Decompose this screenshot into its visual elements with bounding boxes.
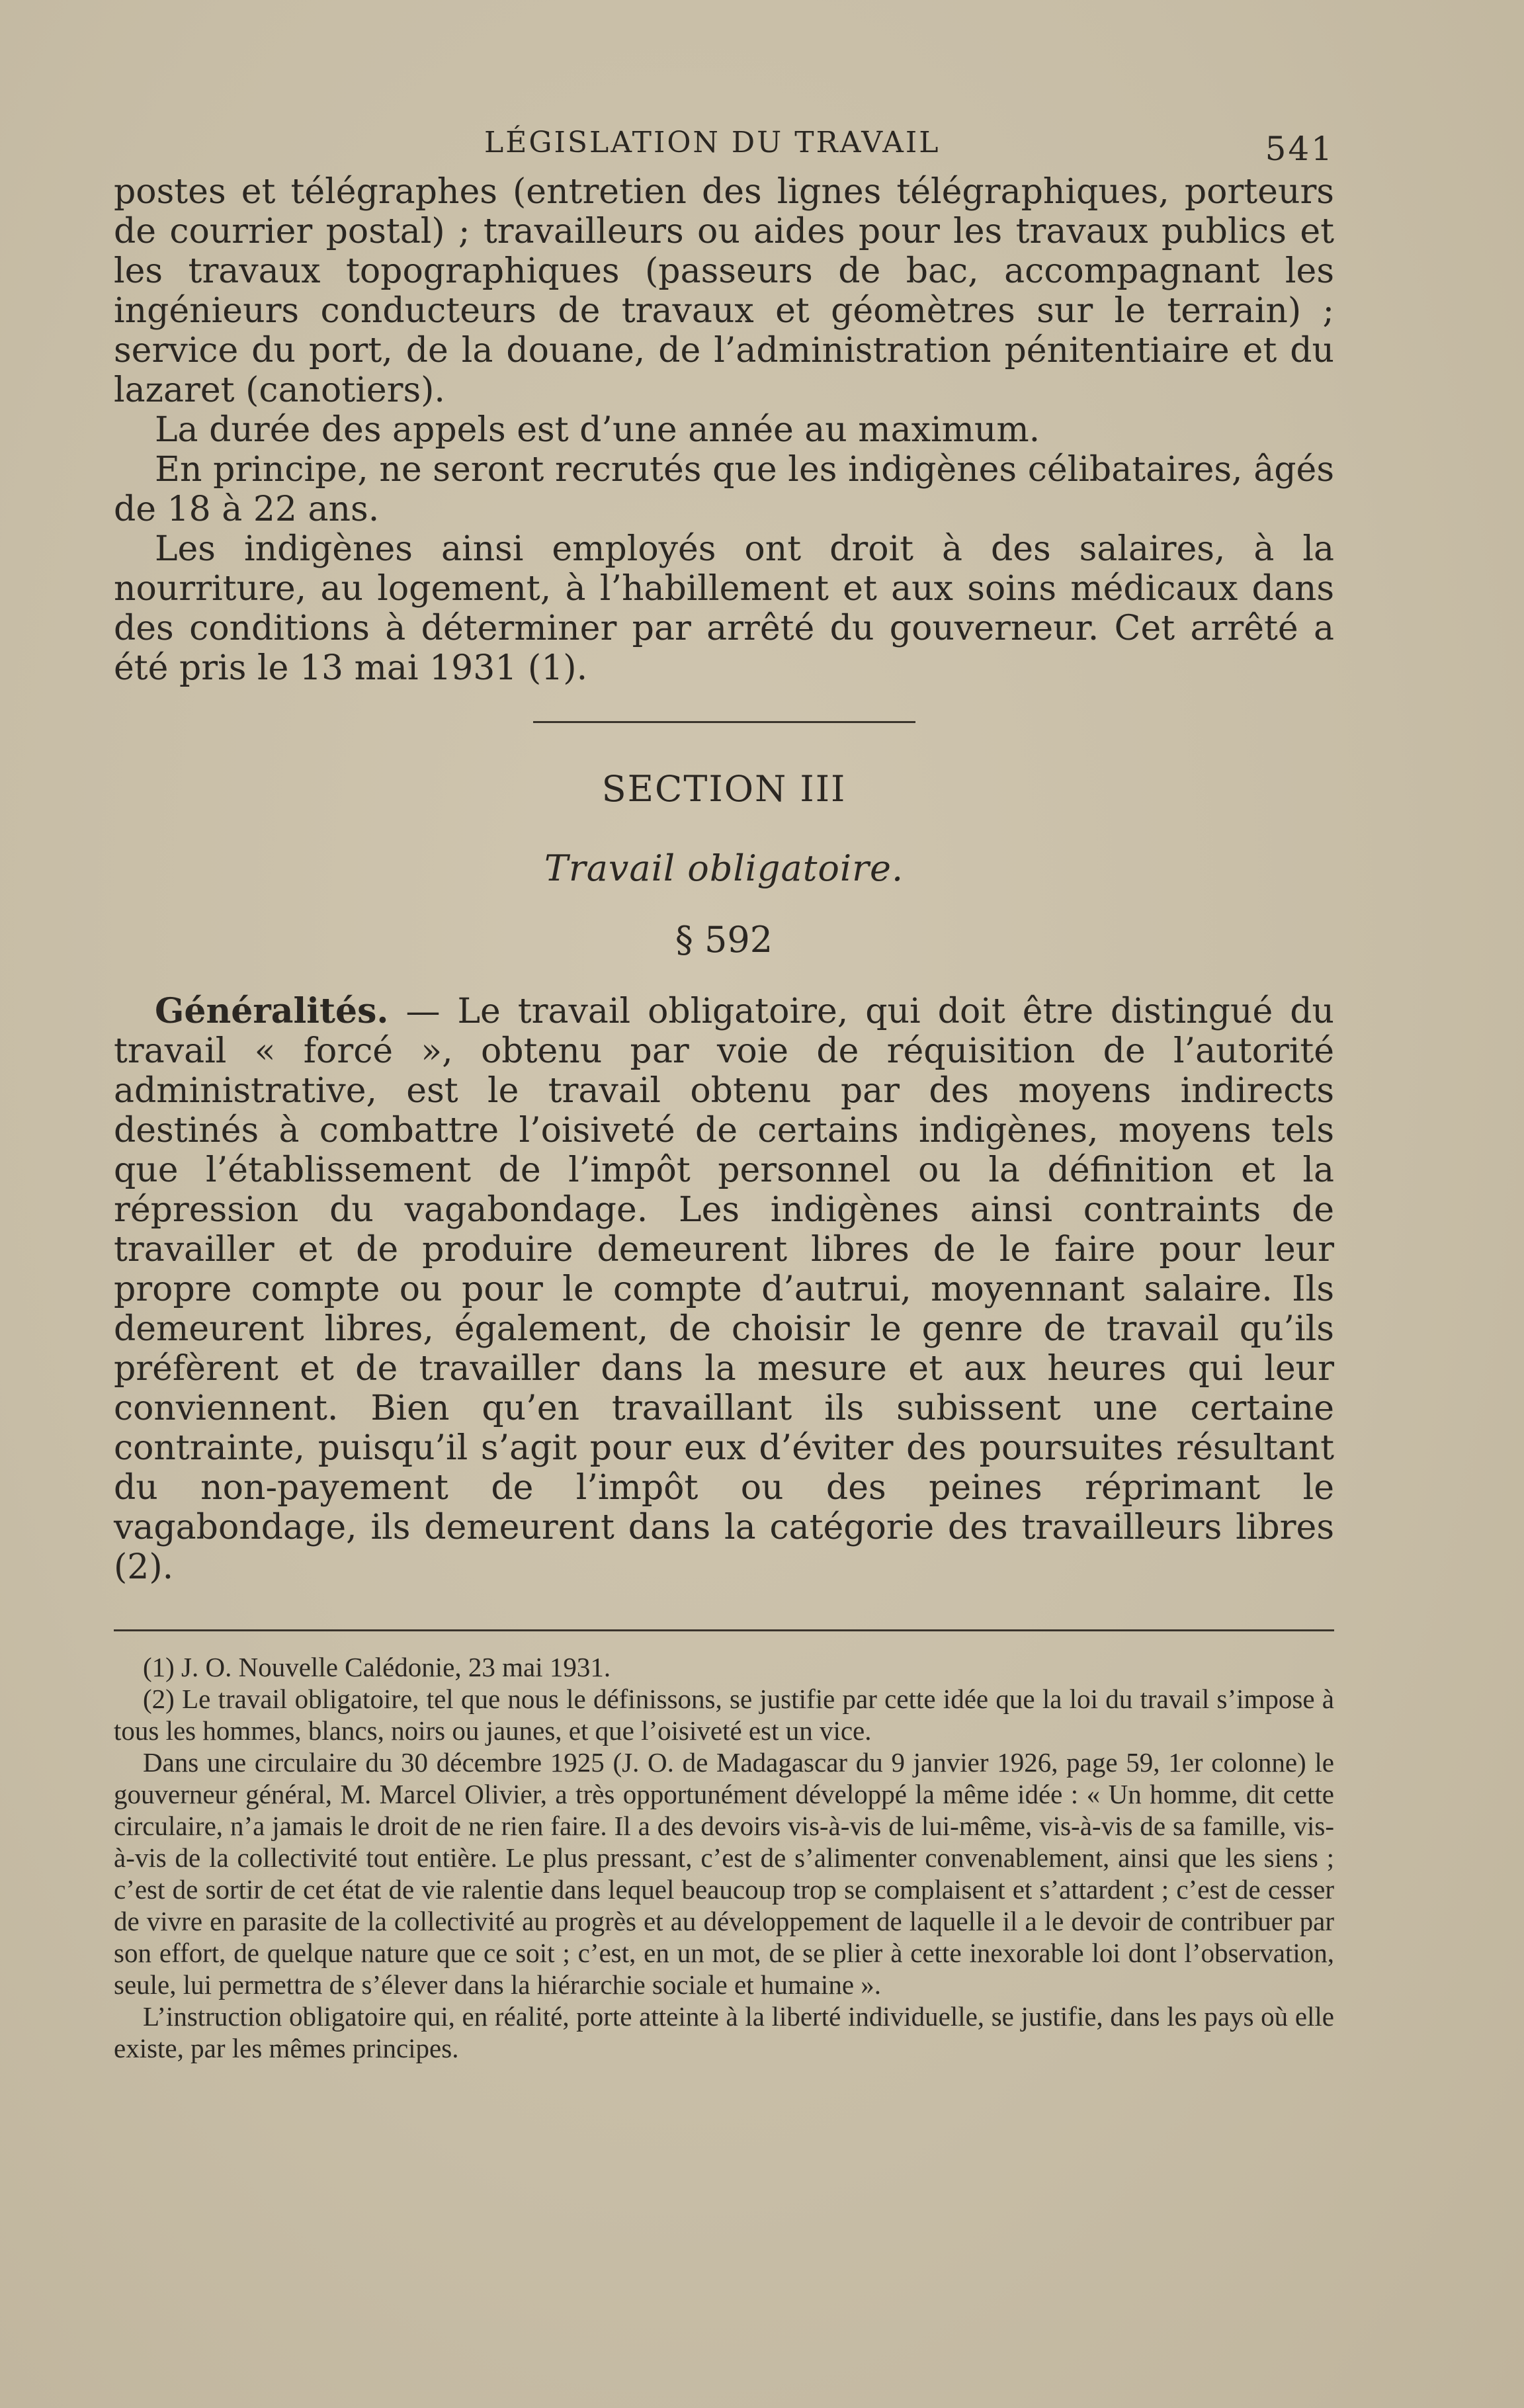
page-content [114,126,1334,2064]
footnote-divider [114,1629,1334,1631]
page-number: 541 [1265,130,1334,168]
generalites-body: — Le travail obligatoire, qui doit être distingué du travail « forcé », obtenu par voie de réquisition de l’autorité administrative, est le travail obtenu par des moyens indirects destinés à combattre l’oisiveté de certains indigènes, moyens tels que l’établissement de l’impôt personnel ou la définition et la répression du vagabondage. Les indigènes ainsi contraints de travailler et de produire demeurent libres de le faire pour leur propre compte ou pour le compte d’autrui, moyennant salaire. Ils demeurent libres, également, de choisir le genre de travail qu’ils préfèrent et de travailler dans la mesure et aux heures qui leur conviennent. Bien qu’en travaillant ils subissent une certaine contrainte, puisqu’il s’agit pour eux d’éviter des poursuites résultant du non-payement de l’impôt ou des peines réprimant le vagabondage, ils demeurent dans la catégorie des travailleurs libres (2). [114,992,1334,1587]
generalites-paragraph [114,992,1334,1587]
generalites-text [114,992,1334,1587]
intro-paragraph: Les indigènes ainsi employés ont droit à des salaires, à la nourriture, au logement, à l’habillement et aux soins médicaux dans des conditions à déterminer par arrêté du gouverneur. Cet arrêté a été pris le 13 mai 1931 (1). [114,529,1334,688]
footnote: (2) Le travail obligatoire, tel que nous le définissons, se justifie par cette idée que la loi du travail s’impose à tous les hommes, blancs, noirs ou jaunes, et que l’oisiveté est un vice. [114,1684,1334,1746]
intro-text [114,172,1334,688]
generalites-lead: Généralités. [155,991,389,1031]
intro-paragraph: En principe, ne seront recrutés que les indigènes célibataires, âgés de 18 à 22 ans. [114,450,1334,529]
footnote: Dans une circulaire du 30 décembre 1925 (J. O. de Madagascar du 9 janvier 1926, page 59, 1er colonne) le gouverneur général, M. Marcel Olivier, a très opportunément développé la même idée : « Un homme, dit cette circulaire, n’a jamais le droit de ne rien faire. Il a des devoirs vis-à-vis de lui-même, vis-à-vis de sa famille, vis-à-vis de la collectivité tout entière. Le plus pressant, c’est de s’alimenter convenablement, ainsi que les siens ; c’est de sortir de cet état de vie ralentie dans lequel beaucoup trop se complaisent et s’attardent ; c’est de cesser de vivre en parasite de la collectivité au progrès et au développement de laquelle il a le devoir de contribuer par son effort, de quelque nature que ce soit ; c’est, en un mot, de se plier à cette inexorable loi dont l’observation, seule, lui permettra de s’élever dans la hiérarchie sociale et humaine ». [114,1747,1334,2000]
footnote: L’instruction obligatoire qui, en réalité, porte atteinte à la liberté individuelle, se justifie, dans les pays où elle existe, par les mêmes principes. [114,2001,1334,2063]
intro-paragraph: postes et télégraphes (entretien des lignes télégraphiques, porteurs de courrier postal) ; travailleurs ou aides pour les travaux publics et les travaux topographiques (passeurs de bac, accompagnant les ingénieurs conducteurs de travaux et géomètres sur le terrain) ; service du port, de la douane, de l’administration pénitentiaire et du lazaret (canotiers). [114,172,1334,410]
paragraph-number: § 592 [675,919,773,961]
section-heading: SECTION III [601,768,847,810]
footnote: (1) J. O. Nouvelle Calédonie, 23 mai 1931. [143,1652,611,1682]
intro-paragraph: La durée des appels est d’une année au maximum. [155,410,1040,450]
section-subheading: Travail obligatoire. [544,847,904,889]
footnotes [114,1651,1334,2064]
section-divider [533,721,915,723]
running-title: LÉGISLATION DU TRAVAIL [484,126,941,159]
running-header [114,126,1334,172]
